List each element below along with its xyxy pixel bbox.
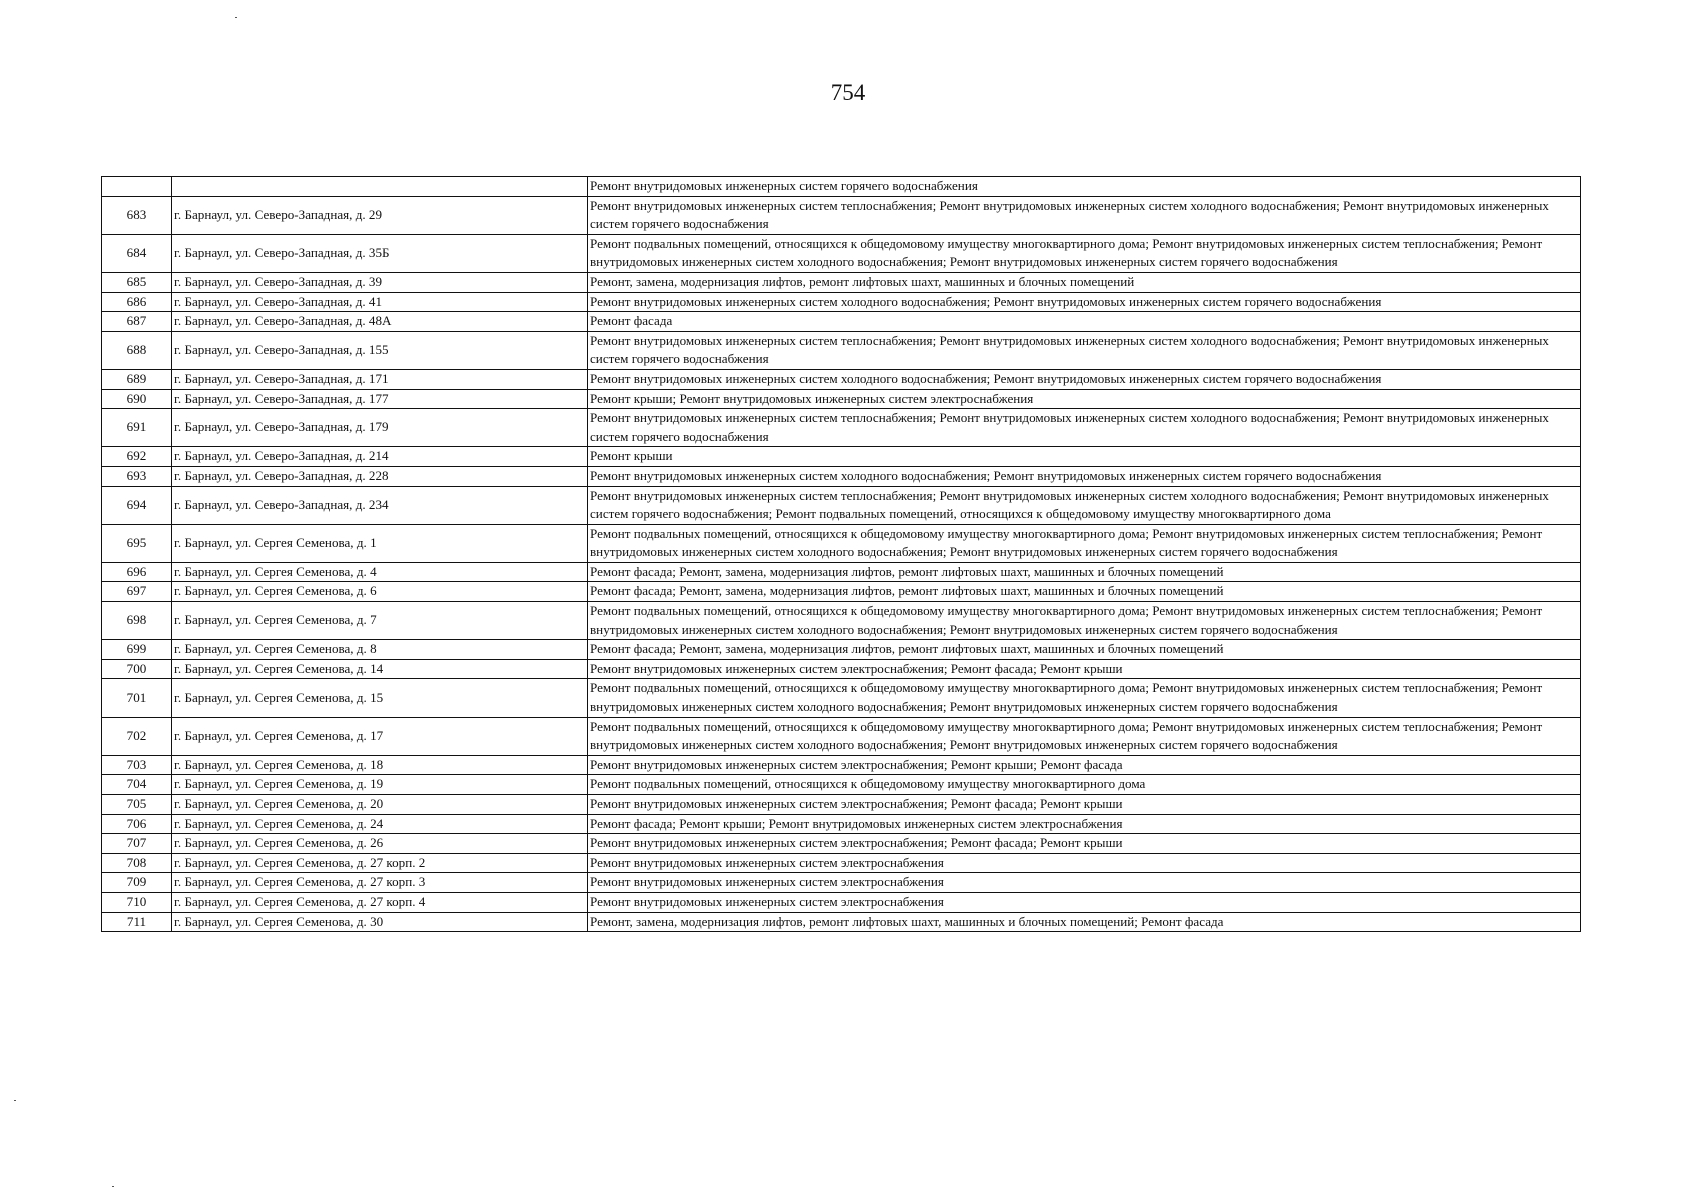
table-row <box>102 196 1581 234</box>
row-works: Ремонт, замена, модернизация лифтов, ремонт лифтовых шахт, машинных и блочных помещений <box>588 272 1581 292</box>
registry-body <box>102 177 1581 932</box>
row-address: г. Барнаул, ул. Северо-Западная, д. 214 <box>172 447 588 467</box>
row-address: г. Барнаул, ул. Северо-Западная, д. 234 <box>172 486 588 524</box>
row-address <box>172 177 588 197</box>
table-row <box>102 755 1581 775</box>
row-works: Ремонт подвальных помещений, относящихся к общедомовому имуществу многоквартирного дома; Ремонт внутридомовых инженерных систем теплоснабжения; Ремонт внутридомовых инженерных систем холодного водоснабжения; Ремонт внутридомовых инженерных систем горячего водоснабжения <box>588 524 1581 562</box>
row-works: Ремонт подвальных помещений, относящихся к общедомовому имуществу многоквартирного дома; Ремонт внутридомовых инженерных систем теплоснабжения; Ремонт внутридомовых инженерных систем холодного водоснабжения; Ремонт внутридомовых инженерных систем горячего водоснабжения <box>588 679 1581 717</box>
row-number: 705 <box>102 795 172 815</box>
table-row <box>102 582 1581 602</box>
row-works: Ремонт внутридомовых инженерных систем холодного водоснабжения; Ремонт внутридомовых инженерных систем горячего водоснабжения <box>588 466 1581 486</box>
row-number: 689 <box>102 369 172 389</box>
scan-speck <box>14 1100 16 1101</box>
row-works: Ремонт подвальных помещений, относящихся к общедомовому имуществу многоквартирного дома; Ремонт внутридомовых инженерных систем теплоснабжения; Ремонт внутридомовых инженерных систем холодного водоснабжения; Ремонт внутридомовых инженерных систем горячего водоснабжения <box>588 234 1581 272</box>
row-address: г. Барнаул, ул. Сергея Семенова, д. 26 <box>172 834 588 854</box>
scan-speck <box>112 1186 114 1187</box>
row-address: г. Барнаул, ул. Сергея Семенова, д. 17 <box>172 717 588 755</box>
row-number: 704 <box>102 775 172 795</box>
row-address: г. Барнаул, ул. Сергея Семенова, д. 15 <box>172 679 588 717</box>
row-address: г. Барнаул, ул. Сергея Семенова, д. 1 <box>172 524 588 562</box>
row-works: Ремонт фасада <box>588 312 1581 332</box>
row-number: 696 <box>102 562 172 582</box>
row-number: 699 <box>102 640 172 660</box>
row-works: Ремонт внутридомовых инженерных систем электроснабжения; Ремонт фасада; Ремонт крыши <box>588 659 1581 679</box>
row-works: Ремонт фасада; Ремонт крыши; Ремонт внутридомовых инженерных систем электроснабжения <box>588 814 1581 834</box>
row-number: 688 <box>102 331 172 369</box>
table-row <box>102 234 1581 272</box>
row-works: Ремонт фасада; Ремонт, замена, модернизация лифтов, ремонт лифтовых шахт, машинных и блочных помещений <box>588 562 1581 582</box>
row-address: г. Барнаул, ул. Сергея Семенова, д. 14 <box>172 659 588 679</box>
row-number: 691 <box>102 409 172 447</box>
table-row <box>102 369 1581 389</box>
row-number: 692 <box>102 447 172 467</box>
table-row <box>102 272 1581 292</box>
table-row <box>102 447 1581 467</box>
row-number: 709 <box>102 873 172 893</box>
row-address: г. Барнаул, ул. Сергея Семенова, д. 30 <box>172 912 588 932</box>
row-address: г. Барнаул, ул. Северо-Западная, д. 35Б <box>172 234 588 272</box>
row-number: 701 <box>102 679 172 717</box>
row-address: г. Барнаул, ул. Сергея Семенова, д. 24 <box>172 814 588 834</box>
row-number: 708 <box>102 853 172 873</box>
row-number: 710 <box>102 892 172 912</box>
table-row <box>102 466 1581 486</box>
row-address: г. Барнаул, ул. Северо-Западная, д. 177 <box>172 389 588 409</box>
row-address: г. Барнаул, ул. Сергея Семенова, д. 27 корп. 4 <box>172 892 588 912</box>
row-address: г. Барнаул, ул. Сергея Семенова, д. 4 <box>172 562 588 582</box>
table-row <box>102 912 1581 932</box>
row-works: Ремонт подвальных помещений, относящихся к общедомовому имуществу многоквартирного дома <box>588 775 1581 795</box>
table-row <box>102 389 1581 409</box>
row-works: Ремонт внутридомовых инженерных систем холодного водоснабжения; Ремонт внутридомовых инженерных систем горячего водоснабжения <box>588 369 1581 389</box>
row-works: Ремонт внутридомовых инженерных систем электроснабжения <box>588 853 1581 873</box>
row-works: Ремонт внутридомовых инженерных систем электроснабжения; Ремонт фасада; Ремонт крыши <box>588 795 1581 815</box>
row-address: г. Барнаул, ул. Сергея Семенова, д. 20 <box>172 795 588 815</box>
table-row <box>102 679 1581 717</box>
table-row <box>102 659 1581 679</box>
row-works: Ремонт фасада; Ремонт, замена, модернизация лифтов, ремонт лифтовых шахт, машинных и блочных помещений <box>588 640 1581 660</box>
row-works: Ремонт внутридомовых инженерных систем холодного водоснабжения; Ремонт внутридомовых инженерных систем горячего водоснабжения <box>588 292 1581 312</box>
row-address: г. Барнаул, ул. Сергея Семенова, д. 19 <box>172 775 588 795</box>
row-number: 683 <box>102 196 172 234</box>
repair-registry-table <box>101 176 1581 932</box>
table-row <box>102 602 1581 640</box>
row-address: г. Барнаул, ул. Северо-Западная, д. 29 <box>172 196 588 234</box>
row-number: 687 <box>102 312 172 332</box>
table-row <box>102 486 1581 524</box>
row-works: Ремонт внутридомовых инженерных систем теплоснабжения; Ремонт внутридомовых инженерных систем холодного водоснабжения; Ремонт внутридомовых инженерных систем горячего водоснабжения <box>588 331 1581 369</box>
table-row <box>102 312 1581 332</box>
row-number: 711 <box>102 912 172 932</box>
scan-speck <box>235 17 237 18</box>
row-works: Ремонт внутридомовых инженерных систем теплоснабжения; Ремонт внутридомовых инженерных систем холодного водоснабжения; Ремонт внутридомовых инженерных систем горячего водоснабжения <box>588 409 1581 447</box>
row-number: 694 <box>102 486 172 524</box>
row-address: г. Барнаул, ул. Северо-Западная, д. 155 <box>172 331 588 369</box>
row-number: 703 <box>102 755 172 775</box>
row-number: 685 <box>102 272 172 292</box>
row-address: г. Барнаул, ул. Северо-Западная, д. 171 <box>172 369 588 389</box>
table-row <box>102 873 1581 893</box>
table-row <box>102 795 1581 815</box>
table-row <box>102 177 1581 197</box>
row-works: Ремонт внутридомовых инженерных систем электроснабжения <box>588 892 1581 912</box>
row-address: г. Барнаул, ул. Сергея Семенова, д. 7 <box>172 602 588 640</box>
table-row <box>102 834 1581 854</box>
row-number: 686 <box>102 292 172 312</box>
row-number <box>102 177 172 197</box>
row-number: 700 <box>102 659 172 679</box>
row-number: 697 <box>102 582 172 602</box>
row-works: Ремонт внутридомовых инженерных систем электроснабжения; Ремонт крыши; Ремонт фасада <box>588 755 1581 775</box>
row-works: Ремонт внутридомовых инженерных систем теплоснабжения; Ремонт внутридомовых инженерных систем холодного водоснабжения; Ремонт внутридомовых инженерных систем горячего водоснабжения; Ремонт подвальных помещений, относящихся к общедомовому имуществу многоквартирного дома <box>588 486 1581 524</box>
row-address: г. Барнаул, ул. Сергея Семенова, д. 8 <box>172 640 588 660</box>
row-number: 702 <box>102 717 172 755</box>
row-address: г. Барнаул, ул. Северо-Западная, д. 39 <box>172 272 588 292</box>
row-address: г. Барнаул, ул. Сергея Семенова, д. 18 <box>172 755 588 775</box>
row-address: г. Барнаул, ул. Сергея Семенова, д. 6 <box>172 582 588 602</box>
row-number: 693 <box>102 466 172 486</box>
row-address: г. Барнаул, ул. Северо-Западная, д. 179 <box>172 409 588 447</box>
row-works: Ремонт внутридомовых инженерных систем электроснабжения <box>588 873 1581 893</box>
row-number: 690 <box>102 389 172 409</box>
row-number: 707 <box>102 834 172 854</box>
row-works: Ремонт внутридомовых инженерных систем теплоснабжения; Ремонт внутридомовых инженерных систем холодного водоснабжения; Ремонт внутридомовых инженерных систем горячего водоснабжения <box>588 196 1581 234</box>
table-row <box>102 717 1581 755</box>
row-works: Ремонт внутридомовых инженерных систем электроснабжения; Ремонт фасада; Ремонт крыши <box>588 834 1581 854</box>
table-row <box>102 640 1581 660</box>
row-number: 695 <box>102 524 172 562</box>
table-row <box>102 331 1581 369</box>
row-number: 698 <box>102 602 172 640</box>
row-works: Ремонт крыши <box>588 447 1581 467</box>
row-address: г. Барнаул, ул. Северо-Западная, д. 48А <box>172 312 588 332</box>
table-row <box>102 853 1581 873</box>
row-works: Ремонт подвальных помещений, относящихся к общедомовому имуществу многоквартирного дома; Ремонт внутридомовых инженерных систем теплоснабжения; Ремонт внутридомовых инженерных систем холодного водоснабжения; Ремонт внутридомовых инженерных систем горячего водоснабжения <box>588 717 1581 755</box>
table-row <box>102 892 1581 912</box>
table-row <box>102 524 1581 562</box>
row-works: Ремонт подвальных помещений, относящихся к общедомовому имуществу многоквартирного дома; Ремонт внутридомовых инженерных систем теплоснабжения; Ремонт внутридомовых инженерных систем холодного водоснабжения; Ремонт внутридомовых инженерных систем горячего водоснабжения <box>588 602 1581 640</box>
table-row <box>102 409 1581 447</box>
row-number: 706 <box>102 814 172 834</box>
row-address: г. Барнаул, ул. Северо-Западная, д. 41 <box>172 292 588 312</box>
table-row <box>102 814 1581 834</box>
page-number: 754 <box>830 80 866 105</box>
row-address: г. Барнаул, ул. Северо-Западная, д. 228 <box>172 466 588 486</box>
row-address: г. Барнаул, ул. Сергея Семенова, д. 27 корп. 3 <box>172 873 588 893</box>
table-row <box>102 775 1581 795</box>
row-number: 684 <box>102 234 172 272</box>
row-works: Ремонт внутридомовых инженерных систем горячего водоснабжения <box>588 177 1581 197</box>
row-works: Ремонт фасада; Ремонт, замена, модернизация лифтов, ремонт лифтовых шахт, машинных и блочных помещений <box>588 582 1581 602</box>
row-works: Ремонт крыши; Ремонт внутридомовых инженерных систем электроснабжения <box>588 389 1581 409</box>
row-works: Ремонт, замена, модернизация лифтов, ремонт лифтовых шахт, машинных и блочных помещений; Ремонт фасада <box>588 912 1581 932</box>
table-row <box>102 292 1581 312</box>
table-row <box>102 562 1581 582</box>
row-address: г. Барнаул, ул. Сергея Семенова, д. 27 корп. 2 <box>172 853 588 873</box>
